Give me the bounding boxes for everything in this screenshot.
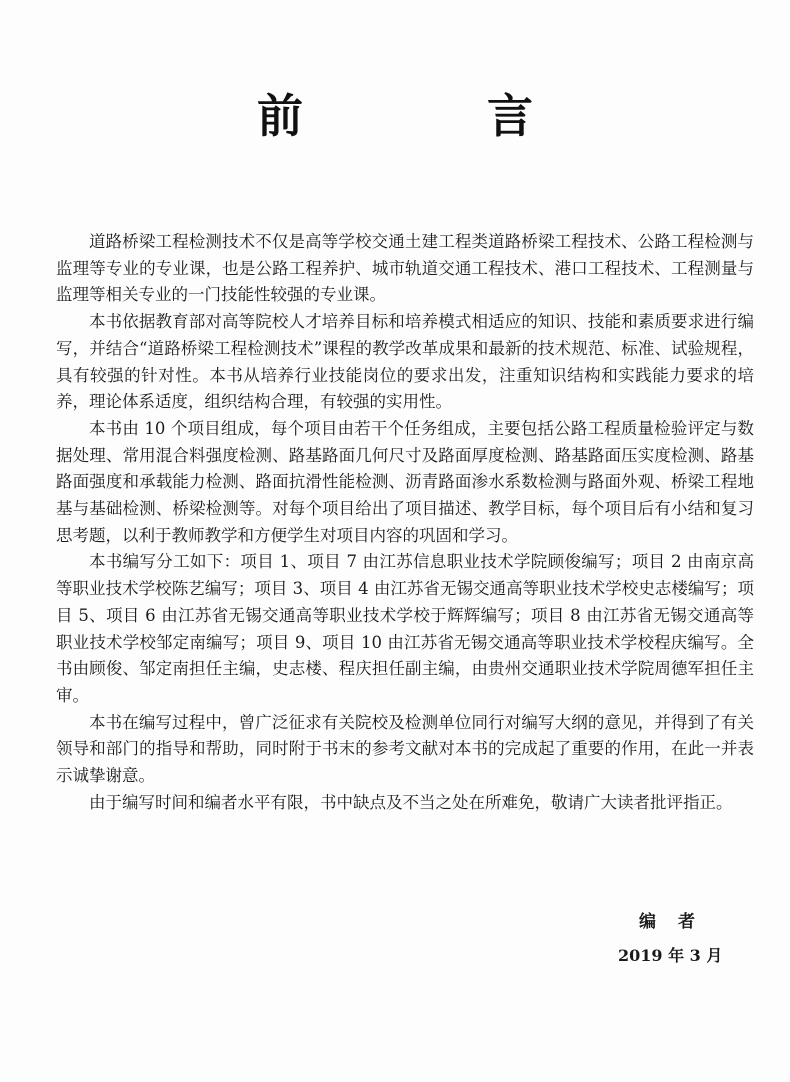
paragraph-intro: 道路桥梁工程检测技术不仅是高等学校交通土建工程类道路桥梁工程技术、公路工程检测与监理等专业的专业课，也是公路工程养护、城市轨道交通工程技术、港口工程技术、工程测量与监理等相关专业的一门技能性较强的专业课。 — [56, 232, 754, 305]
paragraph-disclaimer: 由于编写时间和编者水平有限，书中缺点及不当之处在所难免，敬请广大读者批评指正。 — [89, 792, 733, 812]
paragraph-structure: 本书由 10 个项目组成，每个项目由若干个任务组成，主要包括公路工程质量检验评定与数据处理、常用混合料强度检测、路基路面几何尺寸及路面厚度检测、路基路面压实度检测、路基路面强度和承载能力检测、路面抗滑性能检测、沥青路面渗水系数检测与路面外观、桥梁工程地基与基础检测、桥梁检测等。对每个项目给出了项目描述、教学目标，每个项目后有小结和复习思考题，以利于教师教学和方便学生对项目内容的巩固和学习。 — [56, 418, 754, 545]
signature-date: 2019 年 3 月 — [618, 946, 723, 965]
paragraph-authors: 本书编写分工如下：项目 1、项目 7 由江苏信息职业技术学院顾俊编写；项目 2 由南京高等职业技术学校陈艺编写；项目 3、项目 4 由江苏省无锡交通高等职业技术学校史志楼编写；项目 5、项目 6 由江苏省无锡交通高等职业技术学校于辉辉编写；项目 8 由江苏省无锡交通高等职业技术学校邹定南编写；项目 9、项目 10 由江苏省无锡交通高等职业技术学校程庆编写。全书由顾俊、邹定南担任主编，史志楼、程庆担任副主编，由贵州交通职业技术学院周德军担任主审。 — [56, 552, 754, 705]
paragraph-acknowledgement: 本书在编写过程中，曾广泛征求有关院校及检测单位同行对编写大纲的意见，并得到了有关领导和部门的指导和帮助，同时附于书末的参考文献对本书的完成起了重要的作用，在此一并表示诚挚谢意。 — [56, 712, 754, 786]
paragraph-basis: 本书依据教育部对高等院校人才培养目标和培养模式相适应的知识、技能和素质要求进行编写，并结合“道路桥梁工程检测技术”课程的教学改革成果和最新的技术规范、标准、试验规程，具有较强的针对性。本书从培养行业技能岗位的要求出发，注重知识结构和实践能力要求的培养，理论体系适度，组织结构合理，有较强的实用性。 — [56, 312, 754, 412]
page-title: 前 言 — [256, 89, 617, 143]
preface-body — [56, 229, 754, 816]
signature-editor: 编者 — [639, 912, 717, 932]
